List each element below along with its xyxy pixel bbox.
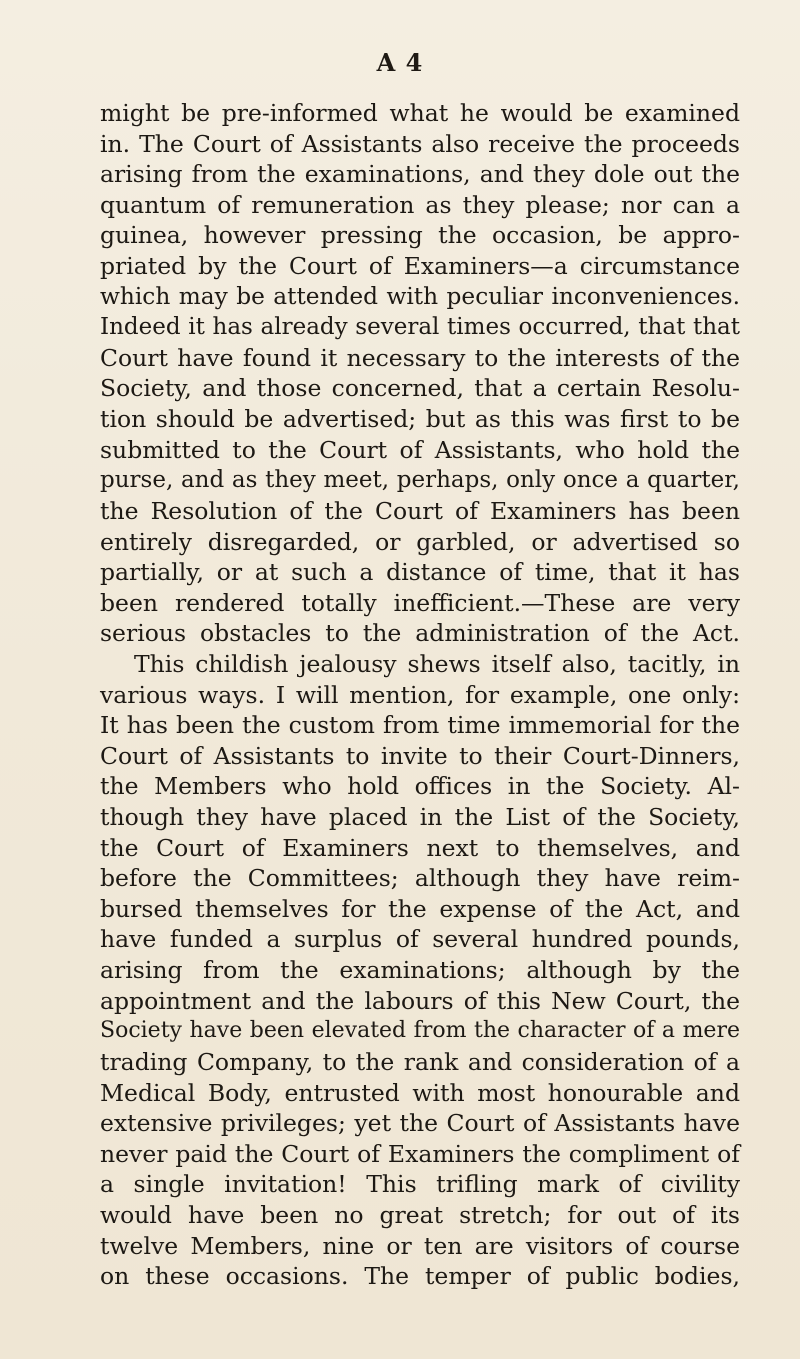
text-line: submitted to the Court of Assistants, who hold the (100, 435, 740, 464)
text-line: Court have found it necessary to the interests of the (100, 343, 740, 372)
text-line: Society, and those concerned, that a certain Resolu- (100, 374, 740, 403)
text-line: the Members who hold offices in the Society. Al- (100, 772, 740, 801)
text-line: on these occasions. The temper of public bodies, (100, 1262, 740, 1291)
text-line: been rendered totally inefficient.—These are very (100, 588, 740, 617)
text-line: Society have been elevated from the character of a mere (100, 1018, 740, 1044)
text-line: purse, and as they meet, perhaps, only once a quarter, (100, 467, 740, 494)
text-line: have funded a surplus of several hundred pounds, (100, 925, 740, 954)
text-line: tion should be advertised; but as this was first to be (100, 405, 740, 434)
text-line: Indeed it has already several times occurred, that that (100, 314, 740, 341)
text-line: serious obstacles to the administration of the Act. (100, 619, 740, 648)
text-line: might be pre-informed what he would be examined (100, 99, 740, 127)
text-line: This childish jealousy shews itself also, tacitly, in (134, 649, 740, 678)
text-line: arising from the examinations, and they dole out the (100, 160, 740, 189)
text-line: a single invitation! This trifling mark of civility (100, 1170, 740, 1199)
signature-mark: A 4 (376, 48, 424, 77)
text-line: in. The Court of Assistants also receive the proceeds (100, 129, 740, 158)
text-line: which may be attended with peculiar inconveniences. (100, 282, 740, 310)
text-line: trading Company, to the rank and consideration of a (100, 1047, 740, 1076)
text-line: partially, or at such a distance of time, that it has (100, 558, 740, 587)
text-line: Court of Assistants to invite to their Court-Dinners, (100, 741, 740, 770)
text-line: never paid the Court of Examiners the compliment of (100, 1139, 740, 1168)
text-line: entirely disregarded, or garbled, or advertised so (100, 527, 740, 556)
text-line: the Resolution of the Court of Examiners has been (100, 496, 740, 525)
text-line: extensive privileges; yet the Court of Assistants have (100, 1109, 740, 1138)
text-line: It has been the custom from time immemorial for the (100, 711, 740, 740)
text-line: would have been no great stretch; for out of its (100, 1200, 740, 1229)
text-line: quantum of remuneration as they please; nor can a (100, 190, 740, 219)
text-line: bursed themselves for the expense of the Act, and (100, 894, 740, 923)
page-text (100, 98, 740, 1292)
text-line: Medical Body, entrusted with most honourable and (100, 1078, 740, 1107)
text-line: before the Committees; although they have reim- (100, 864, 740, 893)
text-line: twelve Members, nine or ten are visitors of course (100, 1231, 740, 1260)
text-line: priated by the Court of Examiners—a circumstance (100, 252, 740, 281)
text-line: various ways. I will mention, for example, one only: (100, 680, 740, 709)
text-line: though they have placed in the List of the Society, (100, 803, 740, 832)
text-line: guinea, however pressing the occasion, be appro- (100, 221, 740, 250)
text-line: appointment and the labours of this New Court, the (100, 986, 740, 1015)
text-line: arising from the examinations; although by the (100, 956, 740, 985)
text-line: the Court of Examiners next to themselves, and (100, 833, 740, 862)
